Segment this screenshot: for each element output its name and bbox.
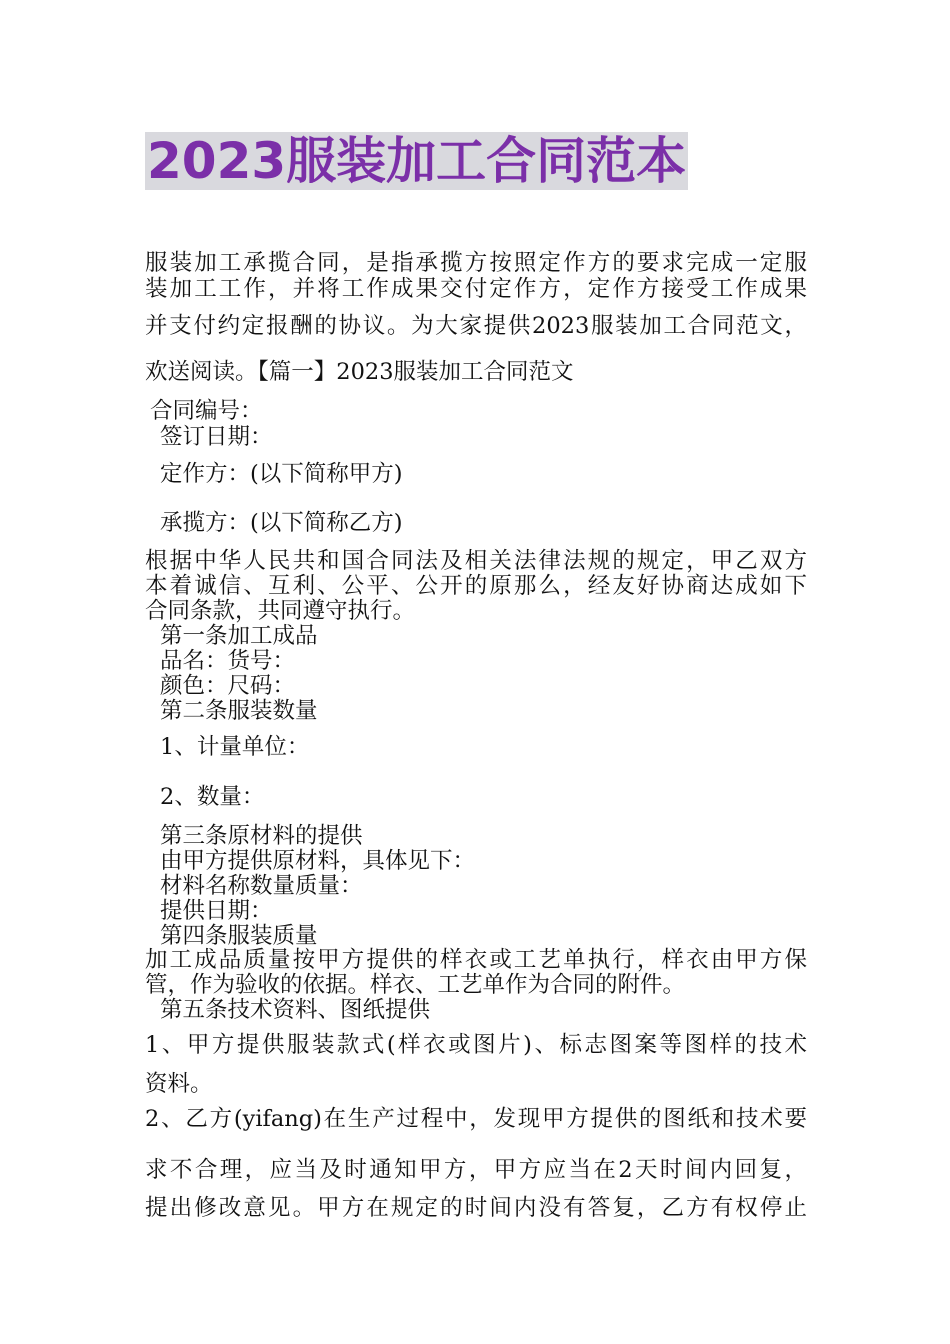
- clause-heading: 第四条服装质量: [160, 923, 318, 949]
- paragraph-line: 1、甲方提供服装款式(样衣或图片)、标志图案等图样的技术: [145, 1032, 807, 1058]
- party-b-label: 承揽方：(以下简称乙方): [160, 510, 403, 536]
- paragraph-line: 提出修改意见。甲方在规定的时间内没有答复，乙方有权停止: [145, 1195, 807, 1221]
- party-a-label: 定作方：(以下简称甲方): [160, 461, 403, 487]
- paragraph-line: 服装加工承揽合同，是指承揽方按照定作方的要求完成一定服: [145, 250, 807, 276]
- clause-heading: 第三条原材料的提供: [160, 823, 363, 849]
- clause-heading: 第五条技术资料、图纸提供: [160, 997, 431, 1023]
- clause-line: 1、计量单位：: [160, 734, 310, 760]
- sign-date-label: 签订日期：: [160, 424, 273, 450]
- paragraph-line: 资料。: [145, 1071, 213, 1097]
- paragraph-line: 合同条款，共同遵守执行。: [145, 598, 416, 624]
- paragraph-line: 本着诚信、互利、公平、公开的原那么，经友好协商达成如下: [145, 573, 807, 599]
- clause-heading: 第二条服装数量: [160, 698, 318, 724]
- paragraph-line: 加工成品质量按甲方提供的样衣或工艺单执行，样衣由甲方保: [145, 947, 807, 973]
- paragraph-line: 管，作为验收的依据。样衣、工艺单作为合同的附件。: [145, 972, 686, 998]
- clause-line: 提供日期：: [160, 898, 273, 924]
- clause-line: 2、数量：: [160, 784, 265, 810]
- clause-line: 材料名称数量质量：: [160, 873, 363, 899]
- paragraph-line: 并支付约定报酬的协议。为大家提供2023服装加工合同范文，: [145, 313, 807, 339]
- clause-line: 颜色：尺码：: [160, 673, 296, 699]
- clause-heading: 第一条加工成品: [160, 623, 318, 649]
- clause-line: 品名：货号：: [160, 648, 296, 674]
- paragraph-line: 2、乙方(yifang)在生产过程中，发现甲方提供的图纸和技术要: [145, 1106, 807, 1132]
- paragraph-line: 欢送阅读。【篇一】2023服装加工合同范文: [145, 359, 574, 385]
- document-title: 2023服装加工合同范本: [147, 132, 687, 190]
- paragraph-line: 求不合理，应当及时通知甲方，甲方应当在2天时间内回复，: [145, 1157, 807, 1183]
- paragraph-line: 根据中华人民共和国合同法及相关法律法规的规定，甲乙双方: [145, 548, 807, 574]
- paragraph-line: 装加工工作，并将工作成果交付定作方，定作方接受工作成果: [145, 276, 807, 302]
- clause-line: 由甲方提供原材料，具体见下：: [160, 848, 476, 874]
- contract-number-label: 合同编号：: [150, 398, 263, 424]
